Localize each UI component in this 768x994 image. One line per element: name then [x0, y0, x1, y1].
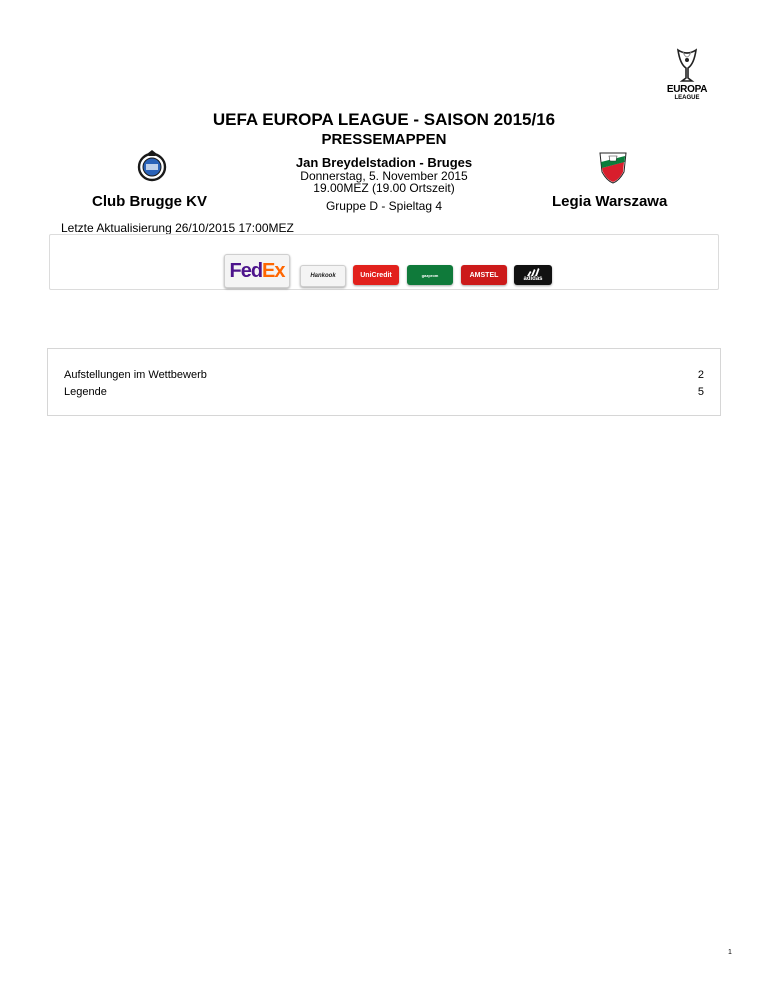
sponsor-logo-adidas [514, 265, 552, 285]
sponsor-logo-amstel: AMSTEL [461, 265, 507, 285]
sponsor-logo-gazprom [407, 265, 453, 285]
europa-league-logo [662, 48, 712, 104]
adidas-text: adidas [523, 276, 543, 282]
venue: Jan Breydelstadion - Bruges [295, 155, 473, 170]
trophy-icon [674, 48, 700, 84]
kickoff-time: 19.00MEZ (19.00 Ortszeit) [313, 181, 455, 195]
toc-item[interactable] [64, 369, 704, 381]
toc-item-label: Legende [64, 386, 107, 398]
toc-item[interactable] [64, 386, 704, 398]
adidas-stripes-icon [526, 268, 540, 276]
sponsor-logo-hankook: Hankook [300, 265, 346, 287]
sponsor-bar [49, 234, 719, 290]
logo-text-europa: EUROPA [666, 84, 708, 95]
fedex-text-fe: Fed [229, 259, 263, 282]
fedex-text-ex: Ex [262, 259, 285, 282]
page-subtitle: PRESSEMAPPEN [321, 131, 447, 148]
page-title: UEFA EUROPA LEAGUE - SAISON 2015/16 [212, 110, 556, 129]
legia-warszawa-crest-icon [597, 150, 629, 184]
table-of-contents [47, 348, 721, 416]
toc-item-label: Aufstellungen im Wettbewerb [64, 369, 207, 381]
sponsor-logo-unicredit: UniCredit [353, 265, 399, 285]
home-team-name: Club Brugge KV [92, 193, 207, 210]
gazprom-text: gazprom [421, 272, 439, 278]
toc-item-page: 2 [697, 369, 704, 381]
logo-text-league: LEAGUE [674, 95, 700, 101]
away-team-name: Legia Warszawa [552, 193, 668, 210]
group-matchday: Gruppe D - Spieltag 4 [325, 199, 443, 213]
page-number: 1 [728, 949, 732, 956]
sponsor-logo-fedex [224, 254, 290, 288]
toc-item-page: 5 [697, 386, 704, 398]
match-date: Donnerstag, 5. November 2015 [300, 169, 468, 183]
last-updated: Letzte Aktualisierung 26/10/2015 17:00MEZ [61, 221, 294, 235]
